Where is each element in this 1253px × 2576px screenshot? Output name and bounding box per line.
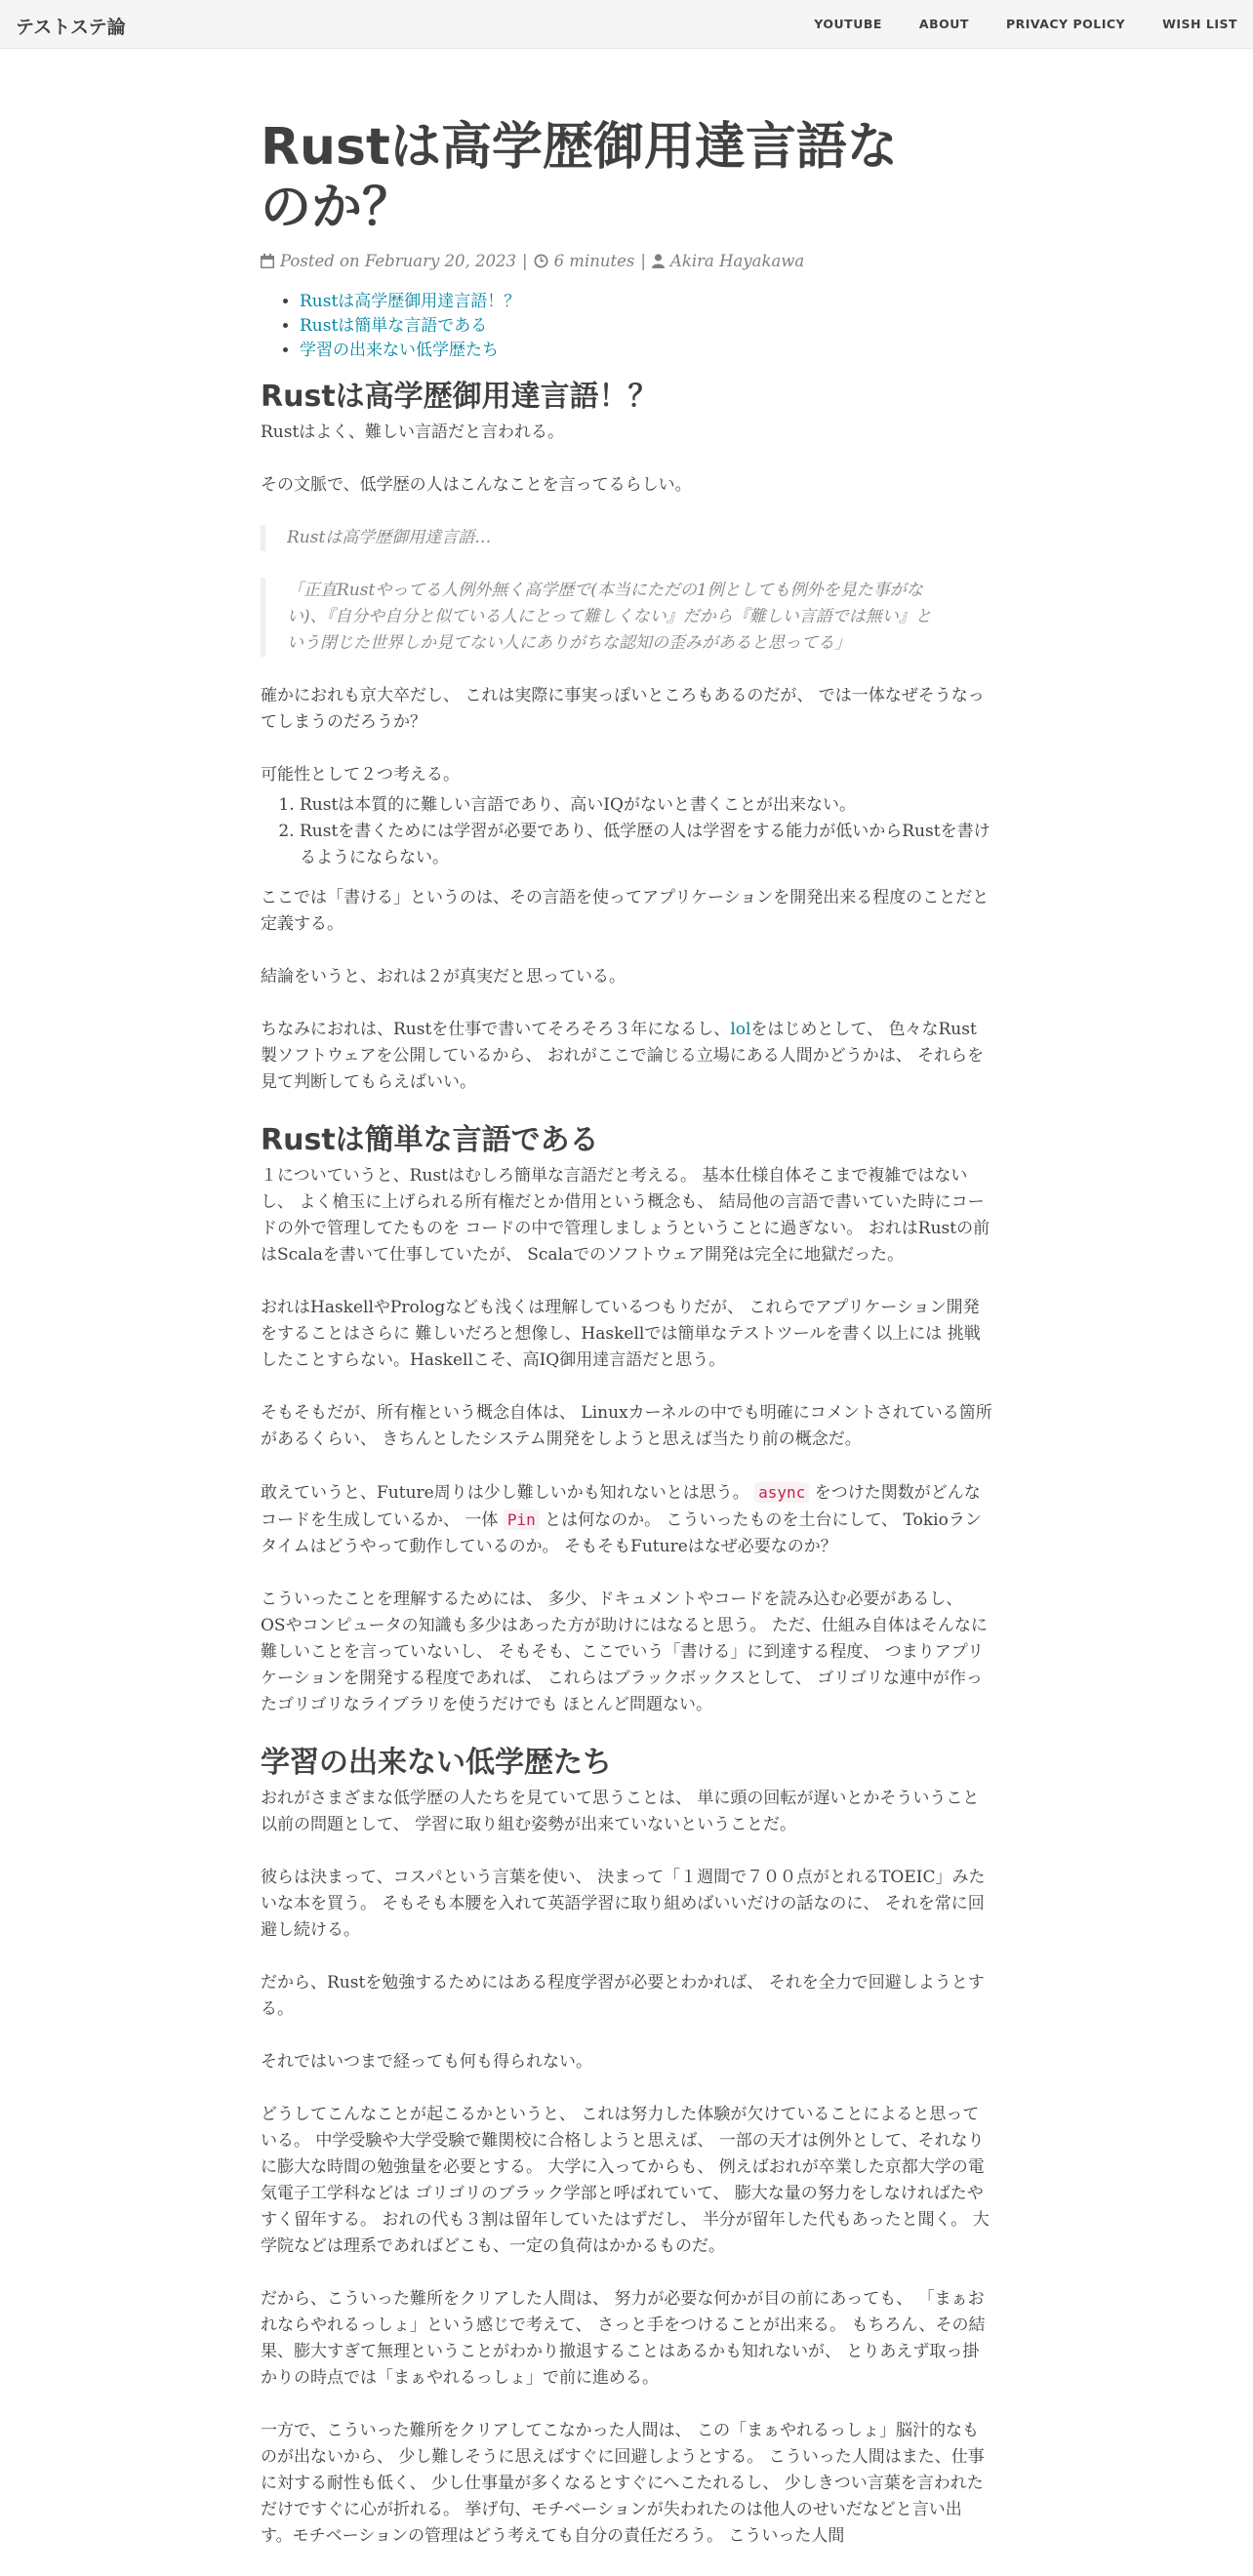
paragraph: どうしてこんなことが起こるかというと、 これは努力した体験が欠けていることによると思っている。 中学受験や大学受験で難関校に合格しようと思えば、 一部の天才は例外として、それなりに膨大な時間の勉強量を必要とする。 大学に入ってからも、 例えばおれが卒業した京都大学の電気電子工学科などは ゴリゴリのブラック学部と呼ばれていて、 膨大な量の努力をしなければたやすく留年する。 おれの代も３割は留年していたはずだし、 半分が留年した代もあったと聞く。 大学院などは理系であればどこも、一定の負荷はかかるものだ。 [261, 2105, 990, 2256]
clock-icon [534, 254, 548, 268]
section-heading: Rustは高学歴御用達言語！？ [261, 380, 658, 414]
post-title: Rustは高学歴御用達言語なのか？ [261, 118, 898, 237]
table-of-contents [261, 290, 992, 363]
text-run: をつけた関数がどんなコードを生成しているか、 一体 [261, 1483, 981, 1530]
text-run: をはじめとして、 色々なRust製ソフトウェアを公開しているから、 おれがここで論じる立場にある人間かどうかは、 それらを見て判断してもらえばいい。 [261, 1020, 985, 1092]
post-author: Akira Hayakawa [669, 252, 805, 270]
paragraph: 彼らは決まって、コスパという言葉を使い、 決まって「１週間で７００点がとれるTOEIC」みたいな本を買う。 そもそも本腰を入れて英語学習に取り組めばいいだけの話なのに、 それを常に回避し続ける。 [261, 1868, 986, 1940]
list-item: 2. Rustを書くためには学習が必要であり、低学歴の人は学習をする能力が低いからRustを書けるようにならない。 [300, 819, 992, 871]
quote-text: Rustは高学歴御用達言語… [287, 528, 492, 547]
nav-links [814, 17, 1237, 31]
post-date: Posted on February 20, 2023 [280, 252, 516, 270]
blockquote [261, 525, 944, 551]
paragraph: おれはHaskellやPrologなども浅くは理解しているつもりだが、 これらでアプリケーション開発をすることはさらに 難しいだろと想像し、Haskellでは簡単なテストツールを書く以上には 挑戦したことすらない。Haskellこそ、高IQ御用達言語だと思う。 [261, 1298, 981, 1370]
paragraph: だから、こういった難所をクリアした人間は、 努力が必要な何かが目の前にあっても、 「まぁおれならやれるっしょ」という感じで考えて、 さっと手をつけることが出来る。 もちろん、その結果、膨大すぎて無理ということがわかり撤退することはあるかも知れないが、 とりあえず取っ掛かりの時点では「まぁやれるっしょ」で前に進める。 [261, 2289, 986, 2388]
paragraph: 一方で、こういった難所をクリアしてこなかった人間は、 この「まぁやれるっしょ」脳汁的なものが出ないから、 少し難しそうに思えばすぐに回避しようとする。 こういった人間はまた、仕事に対する耐性も低く、 少し仕事量が多くなるとすぐにへこたれるし、 少しきつい言葉を言われただけですぐに心が折れる。 挙げ句、モチベーションが失われたのは他人のせいだなどと言い出す。モチベーションの管理はどう考えても自分の責任だろう。 こういった人間 [261, 2421, 985, 2546]
paragraph: そもそもだが、所有権という概念自体は、 Linuxカーネルの中でも明確にコメントされている箇所があるくらい、 きちんとしたシステム開発をしようと思えば当たり前の概念だ。 [261, 1403, 992, 1449]
toc-item [300, 290, 992, 314]
user-icon [652, 254, 665, 268]
post-meta [261, 248, 992, 274]
lol-link[interactable]: lol [730, 1020, 751, 1039]
paragraph: こういったことを理解するためには、 多少、ドキュメントやコードを読み込む必要があるし、 OSやコンピュータの知識も多少はあった方が助けにはなると思う。 ただ、仕組み自体はそんなに難しいことを言っていないし、 そもそも、ここでいう「書ける」に到達する程度、 つまりアプリケーションを開発する程度であれば、 これらはブラックボックスとして、 ゴリゴリな連中が作ったゴリゴリなライブラリを使うだけでも ほとんど問題ない。 [261, 1590, 988, 1714]
paragraph: 可能性として２つ考える。 [261, 765, 460, 785]
meta-separator: | [522, 252, 528, 270]
text-run: 敢えていうと、Future周りは少し難しいかも知れないとは思う。 [261, 1483, 755, 1503]
meta-separator: | [640, 252, 646, 270]
paragraph: だから、Rustを勉強するためにはある程度学習が必要とわかれば、 それを全力で回避しようとする。 [261, 1973, 985, 2019]
paragraph: １についていうと、Rustはむしろ簡単な言語だと考える。 基本仕様自体そこまで複雑ではないし、 よく槍玉に上げられる所有権だとか借用という概念も、 結局他の言語で書いていた時にコードの外で管理してたものを コードの中で管理しましょうということに過ぎない。 おれはRustの前はScalaを書いて仕事していたが、 Scalaでのソフトウェア開発は完全に地獄だった。 [261, 1166, 990, 1265]
post-article [261, 117, 992, 2576]
toc-item [300, 314, 992, 339]
text-run: ちなみにおれは、Rustを仕事で書いてそろそろ３年になるし、 [261, 1020, 731, 1039]
text-run: とは何なのか。 こういったものを土台にして、 Tokioランタイムはどうやって動作しているのか。 そもそもFutureはなぜ必要なのか？ [261, 1510, 982, 1556]
toc-link[interactable]: Rustは高学歴御用達言語！？ [300, 292, 521, 311]
paragraph: 結論をいうと、おれは２が真実だと思っている。 [261, 967, 626, 986]
paragraph: 確かにおれも京大卒だし、 これは実際に事実っぽいところもあるのだが、 では一体なぜそうなってしまうのだろうか？ [261, 686, 985, 732]
quote-text: 「正直Rustやってる人例外無く高学歴で(本当にただの1例としても例外を見た事がない)、『自分や自分と似ている人にとって難しくない』だから『難しい言語では無い』という閉じた世界しか見てない人にありがちな認知の歪みがあると思ってる」 [287, 581, 932, 653]
numbered-list [261, 792, 992, 871]
toc-item [300, 339, 992, 363]
blockquote [261, 578, 944, 657]
paragraph [261, 1479, 992, 1560]
paragraph: それではいつまで経っても何も得られない。 [261, 2052, 592, 2072]
calendar-icon [261, 254, 274, 268]
paragraph: その文脈で、低学歴の人はこんなことを言ってるらしい。 [261, 475, 692, 495]
site-brand[interactable]: テストステ論 [16, 17, 126, 38]
nav-link-about[interactable]: ABOUT [918, 17, 969, 31]
nav-link-youtube[interactable]: YOUTUBE [814, 17, 882, 31]
nav-link-privacy-policy[interactable]: PRIVACY POLICY [1005, 17, 1126, 31]
paragraph [261, 1017, 992, 1096]
list-item: 1. Rustは本質的に難しい言語であり、高いIQがないと書くことが出来ない。 [300, 792, 992, 819]
section-heading: 学習の出来ない低学歴たち [261, 1746, 612, 1780]
navbar [0, 0, 1253, 49]
paragraph: ここでは「書ける」というのは、その言語を使ってアプリケーションを開発出来る程度のことだと定義する。 [261, 888, 990, 934]
nav-link-wish-list[interactable]: WISH LIST [1162, 17, 1237, 31]
read-time: 6 minutes [553, 252, 635, 270]
section-heading: Rustは簡単な言語である [261, 1123, 599, 1157]
paragraph: おれがさまざまな低学歴の人たちを見ていて思うことは、 単に頭の回転が遅いとかそういうこと以前の問題として、 学習に取り組む姿勢が出来ていないということだ。 [261, 1789, 980, 1834]
toc-link[interactable]: Rustは簡単な言語である [300, 316, 488, 336]
toc-link[interactable]: 学習の出来ない低学歴たち [300, 341, 499, 360]
paragraph: Rustはよく、難しい言語だと言われる。 [261, 423, 564, 442]
inline-code: Pin [504, 1509, 540, 1530]
inline-code: async [754, 1482, 809, 1503]
